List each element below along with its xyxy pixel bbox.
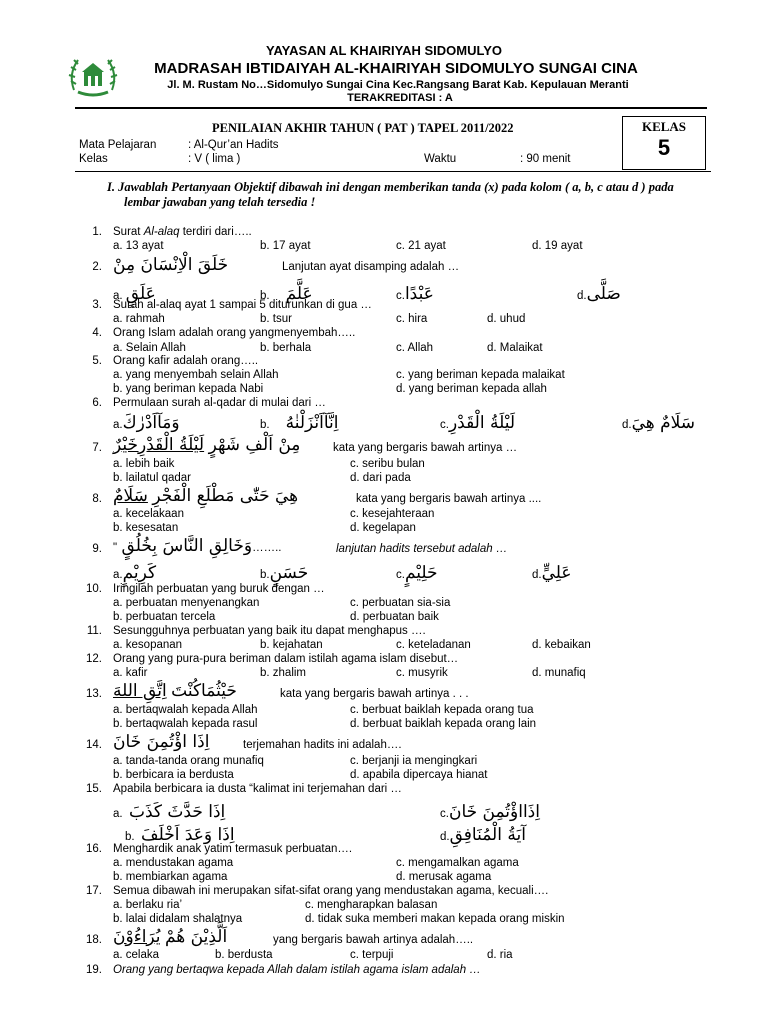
q9-option-c[interactable]: c.حَلِيْمٍ [396, 563, 438, 583]
q9-arabic: " وَخَالِقِ النَّاسَ بِخُلُقٍ…….. [113, 536, 282, 556]
q4-option-a[interactable]: a. Selain Allah [113, 342, 186, 354]
q15-number: 15. [86, 783, 102, 795]
q14-option-a[interactable]: a. tanda-tanda orang munafiq [113, 755, 264, 767]
class-value: : V ( lima ) [188, 153, 241, 165]
school-name: MADRASAH IBTIDAIYAH AL-KHAIRIYAH SIDOMULYO SUNGAI CINA [154, 60, 638, 77]
q5-text: Orang kafir adalah orang….. [113, 355, 259, 367]
q8-option-c[interactable]: c. kesejahteraan [350, 508, 435, 520]
q8-arabic: سَلَامٌ هِيَ حَتّٰى مَطْلَعِ الْفَجْرِ [113, 486, 299, 506]
q3-option-b[interactable]: b. tsur [260, 313, 292, 325]
q16-text: Menghardik anak yatim termasuk perbuatan…. [113, 843, 353, 855]
q13-text: kata yang bergaris bawah artinya . . . [280, 688, 469, 700]
class-box-value: 5 [657, 135, 671, 160]
q4-text: Orang Islam adalah orang yangmenyembah….. [113, 327, 356, 339]
exam-title: PENILAIAN AKHIR TAHUN ( PAT ) TAPEL 2011/2022 [212, 121, 514, 135]
q3-option-d[interactable]: d. uhud [487, 313, 526, 325]
q12-number: 12. [86, 653, 102, 665]
q14-option-c[interactable]: c. berjanji ia mengingkari [350, 755, 478, 767]
q9-option-d[interactable]: d.عَلِيٍّ [532, 563, 572, 583]
q18-number: 18. [86, 934, 102, 946]
foundation-name: YAYASAN AL KHAIRIYAH SIDOMULYO [266, 43, 502, 58]
q2-option-a[interactable]: a. عَلَقٍ [113, 284, 156, 304]
q16-option-d[interactable]: d. merusak agama [396, 871, 492, 883]
q14-number: 14. [86, 739, 102, 751]
header-divider [75, 107, 707, 109]
q16-option-a[interactable]: a. mendustakan agama [113, 857, 234, 869]
q11-option-c[interactable]: c. keteladanan [396, 639, 471, 651]
q9-option-b[interactable]: b.حَسَنٍ [260, 563, 309, 583]
q6-number: 6. [92, 397, 102, 409]
q4-option-d[interactable]: d. Malaikat [487, 342, 543, 354]
class-box [622, 116, 706, 170]
q13-option-c[interactable]: c. berbuat baiklah kepada orang tua [350, 704, 534, 716]
school-address: Jl. M. Rustam No…Sidomulyo Sungai Cina Kec.Rangsang Barat Kab. Kepulauan Meranti [167, 79, 629, 91]
q13-option-a[interactable]: a. bertaqwalah kepada Allah [113, 704, 258, 716]
time-value: : 90 menit [520, 153, 571, 165]
q18-option-a[interactable]: a. celaka [113, 949, 160, 961]
q9-text: lanjutan hadits tersebut adalah … [336, 543, 508, 555]
q7-number: 7. [92, 442, 102, 454]
q17-option-c[interactable]: c. mengharapkan balasan [305, 899, 438, 911]
q6-option-d[interactable]: d.سَلَامٌ هِيَ [622, 413, 696, 433]
q10-option-a[interactable]: a. perbuatan menyenangkan [113, 597, 260, 609]
q3-text: Surah al-alaq ayat 1 sampai 5 diturunkan di gua … [113, 299, 372, 311]
q15-option-a[interactable]: a. اِذَا حَدَّثَ كَذَبَ [113, 802, 226, 822]
q11-option-a[interactable]: a. kesopanan [113, 639, 183, 651]
instruction-line-2: lembar jawaban yang telah tersedia ! [124, 195, 316, 209]
q10-option-b[interactable]: b. perbuatan tercela [113, 611, 216, 623]
q4-option-c[interactable]: c. Allah [396, 342, 434, 354]
q5-option-d[interactable]: d. yang beriman kepada allah [396, 383, 547, 395]
q2-option-d[interactable]: d.صَلَّى [577, 284, 621, 304]
q17-text: Semua dibawah ini merupakan sifat-sifat orang yang mendustakan agama, kecuali…. [113, 885, 549, 897]
class-label: Kelas [79, 153, 108, 165]
q6-text: Permulaan surah al-qadar di mulai dari … [113, 397, 326, 409]
q18-option-d[interactable]: d. ria [487, 949, 513, 961]
q2-option-b[interactable]: b. عَلَّمَ [260, 284, 313, 304]
q7-arabic: لَيْلَةُ الْقَدْرِخَيْرٌ مِنْ اَلْفِ شَهْرٍ [113, 435, 301, 455]
q14-arabic: اِذَا اؤْتُمِنَ خَانَ [113, 732, 210, 752]
q7-option-b[interactable]: b. lailatul qadar [113, 472, 191, 484]
class-box-label: KELAS [641, 119, 687, 134]
instruction-line-1: I. Jawablah Pertanyaan Objektif dibawah ini dengan memberikan tanda (x) pada kolom ( a, b, c atau d ) pada [107, 180, 674, 194]
accreditation: TERAKREDITASI : A [347, 92, 453, 104]
time-label: Waktu [424, 153, 457, 165]
q14-text: terjemahan hadits ini adalah…. [243, 739, 402, 751]
q1-text: Surat Al-alaq terdiri dari….. [113, 226, 252, 238]
q7-option-a[interactable]: a. lebih baik [113, 458, 175, 470]
q11-text: Sesungguhnya perbuatan yang baik itu dapat menghapus …. [113, 625, 426, 637]
q7-text: kata yang bergaris bawah artinya … [333, 442, 518, 454]
q8-option-a[interactable]: a. kecelakaan [113, 508, 184, 520]
q16-number: 16. [86, 843, 102, 855]
q15-option-c[interactable]: c.اِذَااؤْتُمِنَ خَانَ [440, 802, 540, 822]
q17-option-b[interactable]: b. lalai didalam shalatnya [113, 913, 243, 925]
q3-option-a[interactable]: a. rahmah [113, 313, 165, 325]
q11-number: 11. [86, 625, 102, 637]
q17-number: 17. [86, 885, 102, 897]
q10-option-d[interactable]: d. perbuatan baik [350, 611, 439, 623]
q10-number: 10. [86, 583, 102, 595]
q12-option-c[interactable]: c. musyrik [396, 667, 448, 679]
q17-option-a[interactable]: a. berlaku ria’ [113, 899, 183, 911]
q13-number: 13. [86, 688, 102, 700]
q10-option-c[interactable]: c. perbuatan sia-sia [350, 597, 451, 609]
q1-option-c[interactable]: c. 21 ayat [396, 240, 446, 252]
q5-option-a[interactable]: a. yang menyembah selain Allah [113, 369, 279, 381]
q19-number: 19. [86, 964, 102, 976]
q12-option-b[interactable]: b. zhalim [260, 667, 307, 679]
subject-label: Mata Pelajaran [79, 139, 157, 151]
q9-option-a[interactable]: a.كَرِيْمٍ [113, 563, 157, 583]
q8-text: kata yang bergaris bawah artinya .... [356, 493, 542, 505]
q11-option-b[interactable]: b. kejahatan [260, 639, 323, 651]
q1-option-d[interactable]: d. 19 ayat [532, 240, 583, 252]
q18-text: yang bergaris bawah artinya adalah….. [273, 934, 474, 946]
q3-option-c[interactable]: c. hira [396, 313, 428, 325]
q1-option-b[interactable]: b. 17 ayat [260, 240, 311, 252]
q19-text: Orang yang bertaqwa kepada Allah dalam istilah agama islam adalah … [113, 964, 481, 976]
q8-option-d[interactable]: d. kegelapan [350, 522, 416, 534]
q12-option-a[interactable]: a. kafir [113, 667, 148, 679]
q1-option-a[interactable]: a. 13 ayat [113, 240, 164, 252]
q1-number: 1. [92, 226, 102, 238]
q2-number: 2. [92, 261, 102, 273]
q12-option-d[interactable]: d. munafiq [532, 667, 586, 679]
subject-value: : Al-Qur’an Hadits [188, 139, 279, 151]
q14-option-b[interactable]: b. berbicara ia berdusta [113, 769, 234, 781]
q6-option-c[interactable]: c.لَيْلَةُ الْقَدْرِ [440, 413, 516, 433]
q3-number: 3. [92, 299, 102, 311]
q7-option-d[interactable]: d. dari pada [350, 472, 411, 484]
q5-option-b[interactable]: b. yang beriman kepada Nabi [113, 383, 264, 395]
q11-option-d[interactable]: d. kebaikan [532, 639, 591, 651]
info-divider [75, 171, 711, 172]
q6-option-b[interactable]: b. اِنَّآاَنْزَلْنٰهُ [260, 413, 339, 433]
q4-number: 4. [92, 327, 102, 339]
q2-option-c[interactable]: c.عَبْدًا [396, 284, 434, 304]
q12-text: Orang yang pura-pura beriman dalam istilah agama islam disebut… [113, 653, 459, 665]
q8-option-b[interactable]: b. kesesatan [113, 522, 179, 534]
q2-text: Lanjutan ayat disamping adalah … [282, 261, 460, 273]
q16-option-b[interactable]: b. membiarkan agama [113, 871, 228, 883]
q14-option-d[interactable]: d. apabila dipercaya hianat [350, 769, 488, 781]
q2-arabic: خَلَقَ الْاِنْسَانَ مِنْ [113, 255, 229, 275]
q5-number: 5. [92, 355, 102, 367]
q18-option-b[interactable]: b. berdusta [215, 949, 273, 961]
q15-text: Apabila berbicara ia dusta “kalimat ini terjemahan dari … [113, 783, 402, 795]
q7-option-c[interactable]: c. seribu bulan [350, 458, 425, 470]
q13-option-b[interactable]: b. bertaqwalah kepada rasul [113, 718, 258, 730]
q16-option-c[interactable]: c. mengamalkan agama [396, 857, 519, 869]
q10-text: Iringilah perbuatan yang buruk dengan … [113, 583, 325, 595]
q13-option-d[interactable]: d. berbuat baiklah kepada orang lain [350, 718, 537, 730]
q5-option-c[interactable]: c. yang beriman kepada malaikat [396, 369, 565, 381]
q8-number: 8. [92, 493, 102, 505]
q15-option-d[interactable]: d.آيَةُ الْمُنَافِقِ [440, 825, 526, 845]
q6-option-a[interactable]: a.وَمَآاَدْرٰكَ [113, 413, 180, 433]
q17-option-d[interactable]: d. tidak suka memberi makan kepada orang miskin [305, 913, 565, 925]
q4-option-b[interactable]: b. berhala [260, 342, 312, 354]
q15-option-b[interactable]: b. اِذَا وَعَدَ اَخْلَفَ [125, 825, 235, 845]
q9-number: 9. [92, 543, 102, 555]
q18-arabic: يُرَاءُوْنَ اَلَّذِيْنَ هُمْ [113, 927, 228, 947]
q13-arabic: اِتَّقِ اللهَ حَيْثُمَاكُنْتَ [113, 681, 237, 701]
q18-option-c[interactable]: c. terpuji [350, 949, 394, 961]
